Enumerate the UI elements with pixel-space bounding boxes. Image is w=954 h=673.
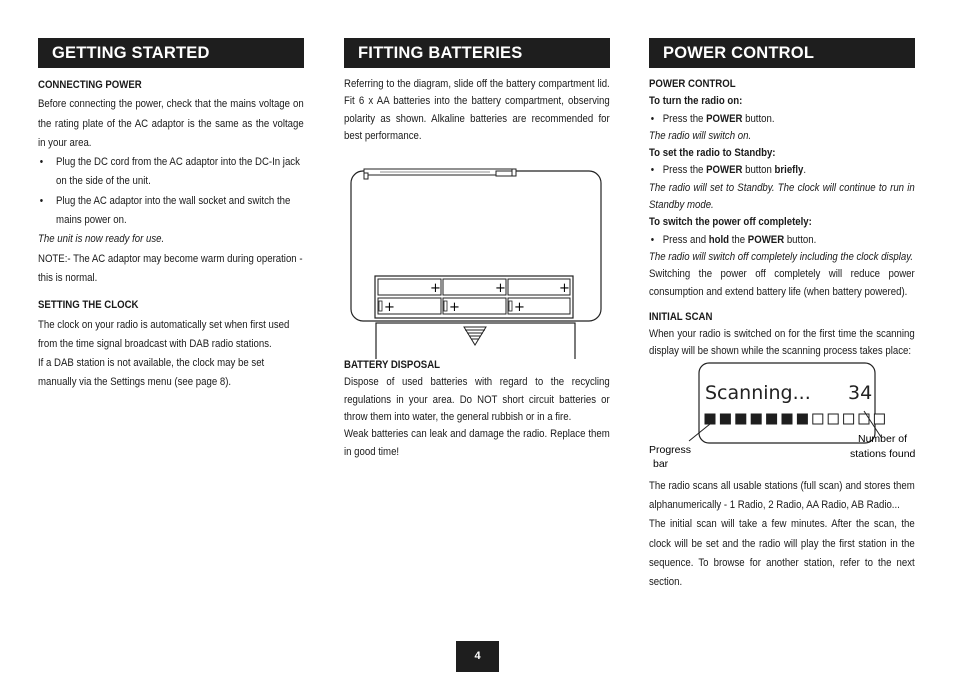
- setting-clock-text-manual: If a DAB station is not available, the clock may be set manually via the Settings menu (see page 8).: [38, 357, 265, 389]
- off-note: The radio will switch off completely including the clock display.: [649, 250, 913, 263]
- progress-bar-label-line2: bar: [653, 457, 669, 470]
- scan-text-more: The initial scan will take a few minutes. After the scan, the clock will be set and the radio will play the first station in the sequence. To browse for another station, refer to the next section.: [649, 518, 915, 589]
- connecting-power-list: [38, 153, 304, 230]
- progress-segment-empty: [813, 414, 823, 424]
- standby-list: [649, 162, 915, 179]
- progress-bar-label: Progress: [649, 443, 692, 456]
- connecting-power-heading: CONNECTING POWER: [38, 79, 142, 91]
- section-header: FITTING BATTERIES: [344, 38, 610, 68]
- progress-segment-filled: [720, 414, 730, 424]
- turn-on-list: [649, 111, 915, 128]
- plus-sign: +: [495, 281, 506, 297]
- off-list: [649, 232, 915, 249]
- progress-segment-filled: [767, 414, 777, 424]
- section-header: GETTING STARTED: [38, 38, 304, 68]
- plus-sign: +: [559, 281, 570, 297]
- standby-heading: To set the radio to Standby:: [649, 147, 776, 160]
- station-count-label: Number of: [858, 432, 908, 445]
- list-item: • Plug the DC cord from the AC adaptor into the DC-In jack on the side of the unit.: [38, 153, 304, 192]
- scanning-display-illustration: [649, 361, 919, 471]
- connecting-power-intro: Before connecting the power, check that the mains voltage on the rating plate of the AC adaptor is the same as the voltage in your area.: [38, 98, 304, 149]
- battery-compartment-lid: [376, 323, 575, 359]
- setting-clock-text: The clock on your radio is automatically set when first used from the time signal broadcast with DAB radio stations.: [38, 318, 290, 350]
- power-word: POWER: [706, 112, 743, 125]
- setting-clock-heading: SETTING THE CLOCK: [38, 299, 139, 312]
- off-text: Switching the power off completely will reduce power consumption and extend battery life (when battery powered).: [649, 268, 915, 298]
- power-control-section: [649, 38, 915, 593]
- off-heading: To switch the power off completely:: [649, 216, 812, 229]
- progress-segment-filled: [751, 414, 761, 424]
- battery-compartment-diagram: [350, 159, 602, 359]
- power-control-heading: POWER CONTROL: [649, 78, 736, 90]
- initial-scan-heading: INITIAL SCAN: [649, 310, 713, 323]
- station-count: 34: [848, 381, 873, 404]
- plus-sign: +: [430, 281, 441, 297]
- battery-row-bottom: [378, 298, 570, 315]
- fitting-batteries-body: [344, 76, 610, 145]
- list-item: • Plug the AC adaptor into the wall socket and switch the mains power on.: [38, 192, 304, 231]
- battery-disposal-text: Dispose of used batteries with regard to the recycling regulations in your area. Do NOT short circuit batteries or throw them into water, the general rubbish or in a fire.: [344, 376, 610, 424]
- battery-disposal-heading: BATTERY DISPOSAL: [344, 359, 441, 372]
- progress-segment-empty: [844, 414, 854, 424]
- scanning-display-diagram: [649, 361, 919, 491]
- fitting-batteries-section: [344, 38, 610, 461]
- initial-scan-text: When your radio is switched on for the first time the scanning display will be shown while the scanning process takes place:: [649, 328, 915, 358]
- turn-on-note: The radio will switch on.: [649, 129, 752, 142]
- plus-sign: +: [449, 300, 460, 316]
- scan-description: [649, 477, 915, 593]
- list-item: • Press the POWER button.: [649, 111, 915, 128]
- progress-segment-filled: [782, 414, 792, 424]
- power-control-body: [649, 76, 915, 361]
- progress-segment-filled: [797, 414, 807, 424]
- station-count-label-line2: stations found: [850, 447, 916, 460]
- fitting-batteries-intro: Referring to the diagram, slide off the battery compartment lid. Fit 6 x AA batteries into the battery compartment, observing polarity as shown. Alkaline batteries are recommended for best performance.: [344, 78, 610, 142]
- radio-back-illustration: [350, 159, 602, 359]
- battery-disposal-body: [344, 357, 610, 461]
- progress-segment-filled: [736, 414, 746, 424]
- list-item: • Press the POWER button briefly.: [649, 162, 915, 179]
- ready-note: The unit is now ready for use.: [38, 233, 165, 246]
- list-item: • Press and hold the POWER button.: [649, 232, 915, 249]
- standby-note: The radio will set to Standby. The clock will continue to run in Standby mode.: [649, 181, 915, 212]
- scanning-text: Scanning...: [705, 381, 811, 404]
- battery-disposal-warning: Weak batteries can leak and damage the radio. Replace them in good time!: [344, 428, 610, 458]
- warm-note: NOTE:- The AC adaptor may become warm during operation - this is normal.: [38, 252, 303, 284]
- section-header: POWER CONTROL: [649, 38, 915, 68]
- scan-text: The radio scans all usable stations (full scan) and stores them alphanumerically - 1 Radio, 2 Radio, AA Radio, AB Radio...: [649, 479, 915, 512]
- plus-sign: +: [514, 300, 525, 316]
- progress-segment-filled: [705, 414, 715, 424]
- page-number: 4: [456, 641, 499, 672]
- turn-on-heading: To turn the radio on:: [649, 95, 743, 108]
- progress-segment-empty: [874, 414, 884, 424]
- getting-started-body: [38, 76, 304, 393]
- battery-row-top: [378, 279, 570, 296]
- getting-started-section: [38, 38, 304, 393]
- progress-segment-empty: [828, 414, 838, 424]
- plus-sign: +: [384, 300, 395, 316]
